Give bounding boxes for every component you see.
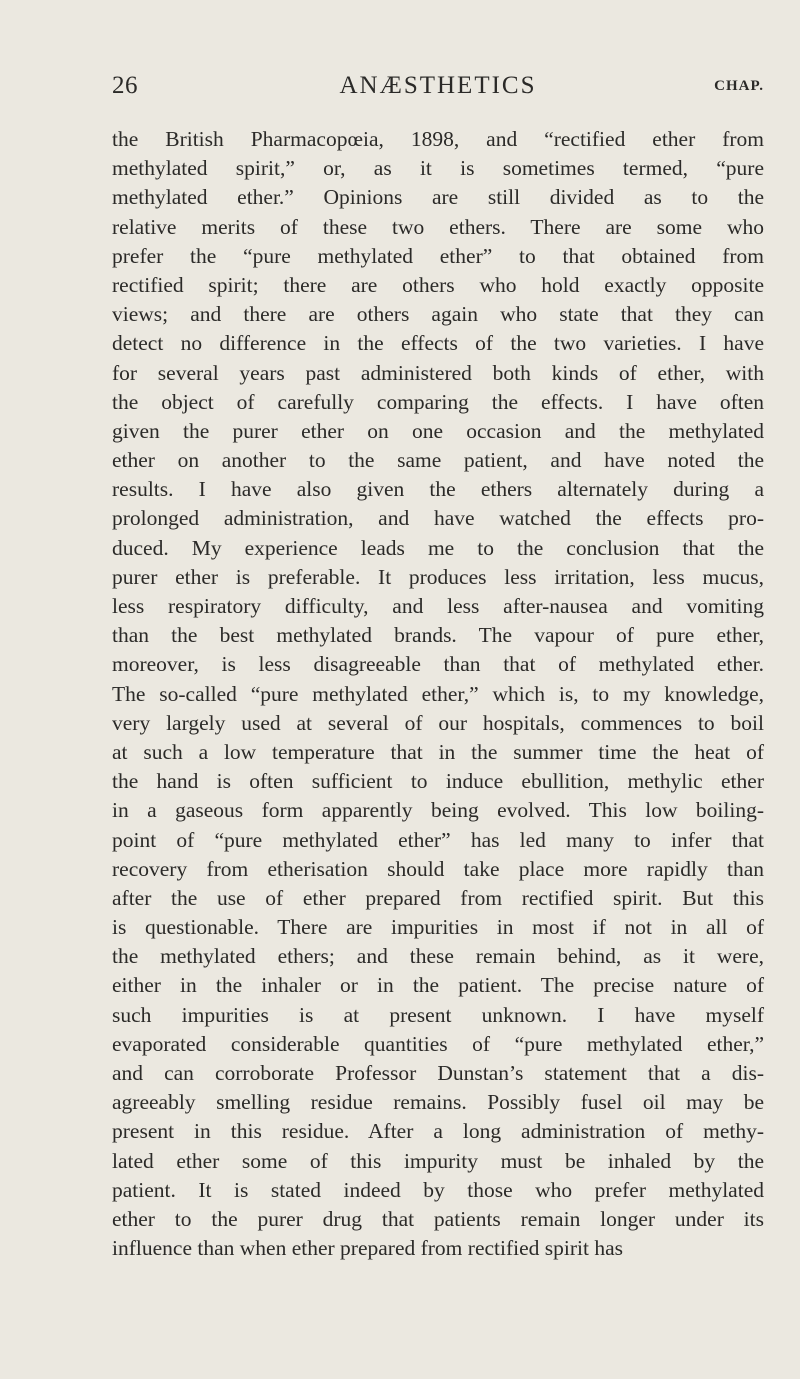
text-line: the hand is often sufficient to induce ebullition, methylic ether: [112, 769, 764, 794]
text-line: recovery from etherisation should take place more rapidly than: [112, 856, 764, 881]
text-line: very largely used at several of our hospitals, commences to boil: [112, 710, 764, 735]
text-line: after the use of ether prepared from rectified spirit. But this: [112, 885, 764, 910]
text-line: at such a low temperature that in the summer time the heat of: [112, 739, 764, 764]
text-line: either in the inhaler or in the patient. The precise nature of: [112, 973, 764, 998]
text-line: ether to the purer drug that patients remain longer under its: [112, 1206, 764, 1231]
text-line: lated ether some of this impurity must be inhaled by the: [112, 1148, 764, 1173]
text-line: the British Pharmacopœia, 1898, and “rectified ether from: [112, 127, 764, 151]
text-line: The so-called “pure methylated ether,” which is, to my knowledge,: [112, 681, 764, 706]
text-line: prolonged administration, and have watched the effects pro-: [112, 506, 764, 531]
running-head: [112, 72, 764, 108]
text-line: detect no difference in the effects of the two varieties. I have: [112, 331, 764, 356]
text-line: agreeably smelling residue remains. Possibly fusel oil may be: [112, 1090, 764, 1115]
text-line: moreover, is less disagreeable than that of methylated ether.: [112, 652, 764, 677]
text-line: than the best methylated brands. The vapour of pure ether,: [112, 623, 764, 648]
chapter-label: CHAP.: [714, 78, 764, 94]
text-line: methylated ether.” Opinions are still divided as to the: [112, 185, 764, 210]
text-line: prefer the “pure methylated ether” to that obtained from: [112, 243, 764, 268]
text-line: methylated spirit,” or, as it is sometimes termed, “pure: [112, 156, 764, 181]
text-line: patient. It is stated indeed by those who prefer methylated: [112, 1177, 764, 1202]
text-line: in a gaseous form apparently being evolved. This low boiling-: [112, 798, 764, 823]
text-line: duced. My experience leads me to the conclusion that the: [112, 535, 764, 560]
running-title: ANÆSTHETICS: [339, 72, 537, 99]
text-line: the object of carefully comparing the effects. I have often: [112, 389, 764, 414]
text-line: such impurities is at present unknown. I have myself: [112, 1002, 764, 1027]
text-line: for several years past administered both kinds of ether, with: [112, 360, 764, 385]
page-number: 26: [112, 72, 138, 99]
text-line: and can corroborate Professor Dunstan’s statement that a dis-: [112, 1061, 764, 1085]
text-line: point of “pure methylated ether” has led many to infer that: [112, 827, 764, 852]
text-line: the methylated ethers; and these remain behind, as it were,: [112, 944, 764, 969]
text-line: rectified spirit; there are others who hold exactly opposite: [112, 272, 764, 297]
text-line: evaporated considerable quantities of “pure methylated ether,”: [112, 1031, 764, 1056]
text-line: less respiratory difficulty, and less after-nausea and vomiting: [112, 594, 764, 618]
text-line: relative merits of these two ethers. There are some who: [112, 214, 764, 239]
text-line: purer ether is preferable. It produces less irritation, less mucus,: [112, 564, 764, 589]
text-line: results. I have also given the ethers alternately during a: [112, 477, 764, 502]
text-line: given the purer ether on one occasion and the methylated: [112, 418, 764, 443]
body-text: [112, 125, 764, 1263]
text-line: present in this residue. After a long administration of methy-: [112, 1119, 764, 1144]
text-line: ether on another to the same patient, and have noted the: [112, 448, 764, 473]
text-line: influence than when ether prepared from rectified spirit has: [112, 1236, 624, 1261]
text-line: is questionable. There are impurities in most if not in all of: [112, 915, 764, 940]
text-line: views; and there are others again who state that they can: [112, 302, 764, 327]
